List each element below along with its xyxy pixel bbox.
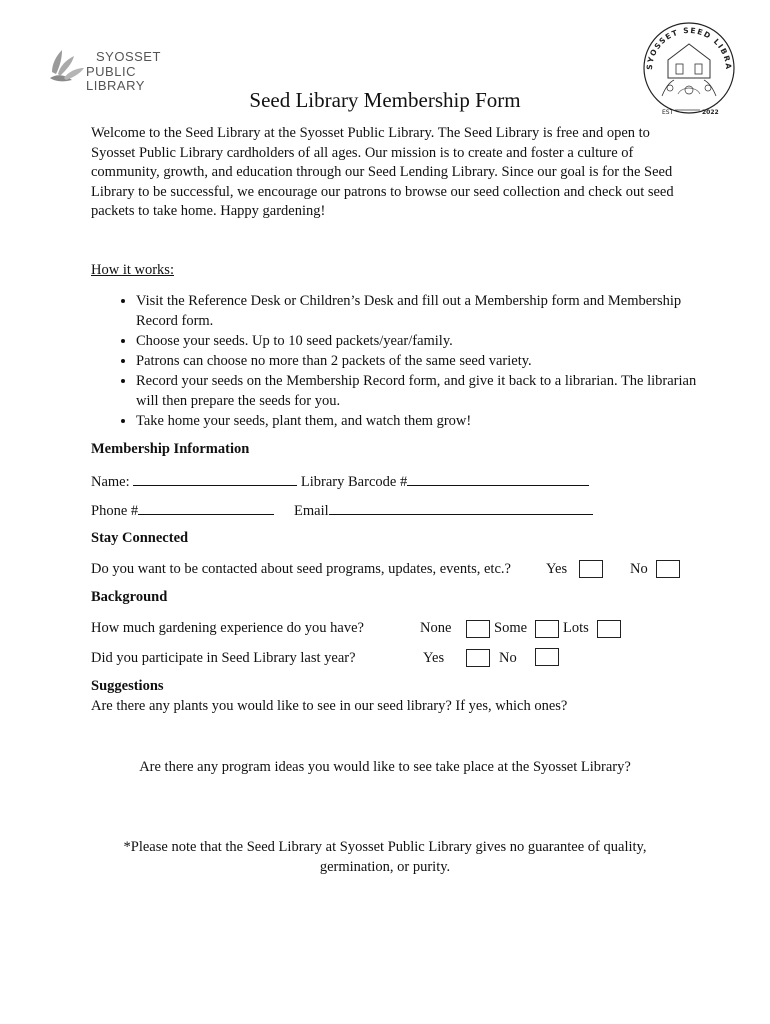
library-logo (46, 44, 196, 93)
list-item: • Choose your seeds. Up to 10 seed packets/year/family. (136, 331, 721, 351)
experience-none-checkbox[interactable] (466, 620, 490, 638)
program-question: Are there any program ideas you would like to see take place at the Syosset Library? (139, 759, 631, 775)
list-item: • Visit the Reference Desk or Children’s Desk and fill out a Membership form and Membership Record form. (136, 291, 721, 331)
contact-yes-label: Yes (546, 561, 568, 577)
email-row (294, 500, 593, 521)
intro-paragraph: Welcome to the Seed Library at the Syosset Public Library. The Seed Library is free and open to Syosset Public Library cardholders of all ages. Our mission is to create and foster a culture of community, growth, and education through our Seed Lending Library. Since our goal is for the Seed Library to be successful, we encourage our patrons to browse our seed collection and check out seed packets to take home. Happy gardening! (91, 125, 674, 219)
contact-no-label: No (630, 561, 648, 577)
list-item: • Patrons can choose no more than 2 packets of the same seed variety. (136, 351, 721, 371)
experience-none-label: None (420, 620, 452, 636)
contact-yes-checkbox[interactable] (579, 560, 603, 578)
seal-year: 2022 (702, 109, 719, 116)
contact-question: Do you want to be contacted about seed programs, updates, events, etc.? (91, 561, 511, 577)
page-title: Seed Library Membership Form (249, 88, 521, 112)
steps-list (91, 291, 721, 431)
participation-yes-checkbox[interactable] (466, 649, 490, 667)
logo-line2: PUBLIC LIBRARY (86, 64, 145, 93)
email-input-line[interactable] (329, 500, 593, 515)
seal-est: EST (662, 109, 674, 116)
participation-question: Did you participate in Seed Library last year? (91, 650, 356, 666)
phone-input-line[interactable] (138, 500, 274, 515)
list-item: • Take home your seeds, plant them, and watch them grow! (136, 411, 721, 431)
participation-no-checkbox[interactable] (535, 648, 559, 666)
list-item: • Record your seeds on the Membership Record form, and give it back to a librarian. The librarian will then prepare the seeds for you. (136, 371, 721, 411)
phone-label: Phone # (91, 503, 139, 519)
experience-lots-checkbox[interactable] (597, 620, 621, 638)
barcode-input-line[interactable] (407, 471, 589, 486)
contact-no-checkbox[interactable] (656, 560, 680, 578)
experience-some-label: Some (494, 620, 528, 636)
email-label: Email (294, 503, 329, 519)
phone-row (91, 500, 274, 521)
seal-top-text: SYOSSET SEED LIBRA (644, 25, 734, 71)
name-input-line[interactable] (133, 471, 297, 486)
how-it-works-heading: How it works: (91, 262, 174, 278)
experience-question: How much gardening experience do you have? (91, 620, 364, 636)
experience-some-checkbox[interactable] (535, 620, 559, 638)
leaf-logo-icon (46, 44, 86, 84)
participation-yes-label: Yes (423, 650, 445, 666)
barcode-label: Library Barcode # (300, 474, 408, 490)
participation-no-label: No (499, 650, 517, 666)
logo-line1: SYOSSET (96, 49, 161, 64)
name-label: Name: (91, 474, 130, 490)
name-row (91, 471, 589, 492)
background-heading: Background (91, 589, 168, 605)
plants-question: Are there any plants you would like to see in our seed library? If yes, which ones? (91, 698, 568, 714)
svg-text:SYOSSET SEED LIBRARY (640, 16, 733, 71)
suggestions-heading: Suggestions (91, 678, 164, 694)
experience-lots-label: Lots (563, 620, 589, 636)
disclaimer-line1: *Please note that the Seed Library at Syosset Public Library gives no guarantee of quality, (123, 839, 647, 855)
membership-heading: Membership Information (91, 441, 250, 457)
disclaimer-line2: germination, or purity. (319, 859, 451, 875)
stay-connected-heading: Stay Connected (91, 530, 189, 546)
